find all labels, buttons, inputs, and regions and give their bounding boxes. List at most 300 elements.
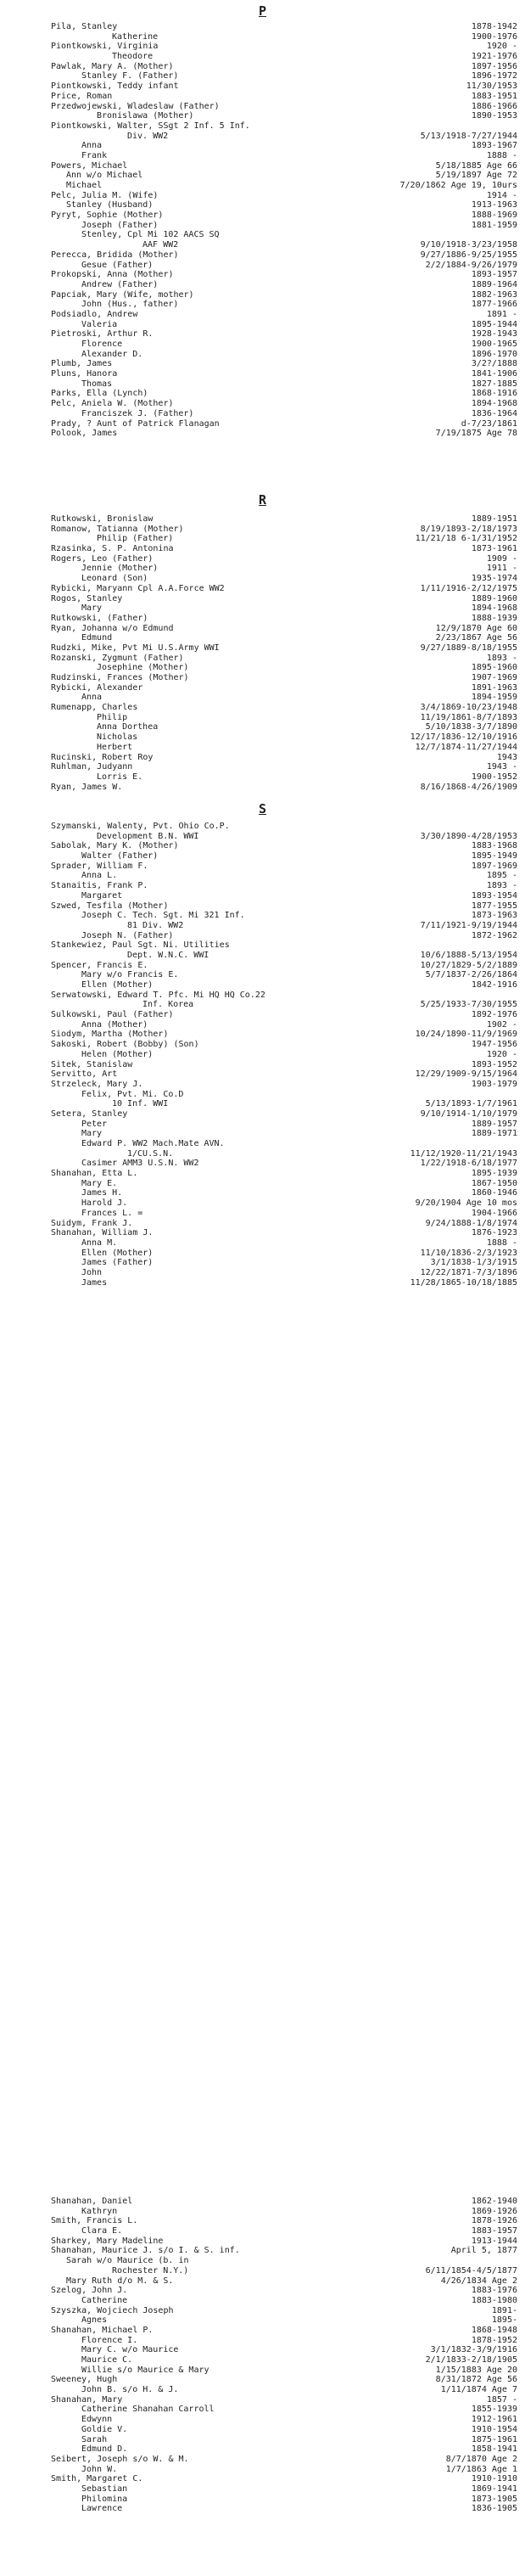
entry-name: Piontkowski, Teddy infant xyxy=(51,81,179,92)
entry-date: 1921-1976 xyxy=(471,52,517,62)
entry-row xyxy=(0,1228,525,1238)
entry-row xyxy=(0,713,525,723)
entry-date: 12/7/1874-11/27/1944 xyxy=(415,742,517,752)
entry-row xyxy=(0,1040,525,1050)
entry-row xyxy=(0,1179,525,1189)
entry-name: Shanahan, Etta L. xyxy=(51,1169,138,1179)
entry-row xyxy=(0,2216,525,2226)
entry-date: 1883-1976 xyxy=(471,2286,517,2296)
entry-date: 5/25/1933-7/30/1955 xyxy=(420,1000,517,1010)
entry-row xyxy=(0,1129,525,1139)
entry-row xyxy=(0,832,525,842)
entry-date: 1896-1970 xyxy=(471,349,517,359)
entry-row xyxy=(0,270,525,280)
entry-date: 2/23/1867 Age 56 xyxy=(435,633,517,643)
entry-row xyxy=(0,389,525,399)
entry-name: Sakoski, Robert (Bobby) (Son) xyxy=(51,1040,199,1050)
entry-date: 1877-1955 xyxy=(471,901,517,911)
entry-row xyxy=(0,221,525,231)
entry-date: 1/7/1863 Age 1 xyxy=(445,2464,517,2474)
entry-date: 4/26/1834 Age 2 xyxy=(440,2276,517,2286)
entry-name: Anna (Mother) xyxy=(81,1019,148,1030)
entry-row xyxy=(0,132,525,142)
section-entries-s-continued xyxy=(0,2197,525,2514)
entry-row xyxy=(0,171,525,181)
entry-name: Pyryt, Sophie (Mother) xyxy=(51,210,164,221)
section-entries-p xyxy=(0,22,525,439)
entry-name: Piontkowski, Walter, SSgt 2 Inf. 5 Inf. xyxy=(51,121,250,131)
entry-name: Anna M. xyxy=(81,1237,118,1248)
entry-name: Bronislawa (Mother) xyxy=(97,111,194,121)
entry-date: 1857 - xyxy=(486,2394,517,2405)
entry-name: John xyxy=(81,1267,103,1277)
entry-name: Szyszka, Wojciech Joseph xyxy=(51,2305,174,2315)
entry-row xyxy=(0,290,525,300)
entry-row xyxy=(0,861,525,872)
entry-name: Sweeney, Hugh xyxy=(51,2375,118,2385)
entry-row xyxy=(0,753,525,763)
entry-row xyxy=(0,2484,525,2495)
entry-row xyxy=(0,1060,525,1070)
entry-name: Walter (Father) xyxy=(81,851,159,861)
entry-name: Rumenapp, Charles xyxy=(51,703,138,713)
entry-row xyxy=(0,102,525,112)
entry-name: Pawlak, Mary A. (Mother) xyxy=(51,61,174,71)
entry-date: 11/12/1920-11/21/1943 xyxy=(410,1148,517,1159)
entry-date: 3/4/1869-10/23/1948 xyxy=(420,703,517,713)
entry-name: Anna L. xyxy=(81,871,118,881)
entry-name: Stanley (Husband) xyxy=(66,200,154,210)
section-heading: R xyxy=(258,492,267,508)
entry-name: Dept. W.N.C. WWI xyxy=(127,950,209,960)
entry-row xyxy=(0,22,525,32)
entry-row xyxy=(0,111,525,121)
entry-row xyxy=(0,379,525,390)
entry-date: 7/20/1862 Age 19, 10urs xyxy=(399,181,517,190)
entry-row xyxy=(0,534,525,544)
entry-name: Ruhlman, Judyann xyxy=(51,762,133,772)
entry-date: 1836-1964 xyxy=(471,408,517,418)
entry-date: 1893-1957 xyxy=(471,270,517,280)
entry-row xyxy=(0,1249,525,1259)
entry-row xyxy=(0,743,525,753)
entry-name: Spencer, Francis E. xyxy=(51,960,148,970)
entry-date: 1883-1951 xyxy=(471,91,517,101)
entry-name: Piontkowski, Virginia xyxy=(51,42,159,52)
entry-row xyxy=(0,52,525,62)
entry-date: 1902 - xyxy=(486,1019,517,1030)
entry-row xyxy=(0,1258,525,1268)
entry-name: Catherine Shanahan Carroll xyxy=(81,2405,215,2415)
entry-row xyxy=(0,574,525,584)
entry-row xyxy=(0,240,525,250)
entry-date: 7/11/1921-9/19/1944 xyxy=(420,920,517,930)
entry-name: Catherine xyxy=(81,2295,128,2305)
entry-date: 1893-1954 xyxy=(471,890,517,901)
entry-name: Agnes xyxy=(81,2315,108,2326)
entry-name: Sprader, William F. xyxy=(51,861,148,871)
entry-name: Rutkowski, (Father) xyxy=(51,613,148,623)
entry-row xyxy=(0,2236,525,2247)
entry-row xyxy=(0,643,525,654)
entry-row xyxy=(0,1090,525,1100)
entry-name: Mary C. w/o Maurice xyxy=(81,2345,179,2355)
entry-name: James (Father) xyxy=(81,1258,154,1268)
entry-name: Anna xyxy=(81,693,103,703)
entry-name: Alexander D. xyxy=(81,349,143,359)
entry-row xyxy=(0,901,525,912)
entry-date: 1827-1885 xyxy=(471,379,517,389)
entry-name: John W. xyxy=(81,2464,118,2474)
entry-date: 1891-1963 xyxy=(471,682,517,693)
entry-date: 1911 - xyxy=(486,564,517,574)
entry-name: Szwed, Tesfila (Mother) xyxy=(51,901,169,911)
entry-name: Powers, Michael xyxy=(51,160,128,171)
entry-name: Pila, Stanley xyxy=(51,22,118,31)
entry-name: John B. s/o H. & J. xyxy=(81,2385,179,2395)
entry-row xyxy=(0,369,525,379)
entry-date: 1836-1905 xyxy=(471,2504,517,2514)
entry-name: Helen (Mother) xyxy=(81,1049,154,1059)
entry-row xyxy=(0,1099,525,1109)
entry-date: 12/9/1870 Age 60 xyxy=(435,623,517,633)
entry-date: 1912-1961 xyxy=(471,2415,517,2425)
entry-date: 11/28/1865-10/18/1885 xyxy=(410,1277,517,1288)
entry-row xyxy=(0,350,525,360)
entry-row xyxy=(0,851,525,861)
entry-row xyxy=(0,980,525,991)
entry-date: 9/27/1886-9/25/1955 xyxy=(420,250,517,260)
entry-date: 3/1/1838-1/3/1915 xyxy=(430,1258,517,1268)
entry-row xyxy=(0,409,525,419)
entry-date: 1878-1952 xyxy=(471,2335,517,2345)
entry-date: 1883-1968 xyxy=(471,841,517,851)
entry-date: 1943 xyxy=(496,752,517,762)
entry-name: Pluns, Hanora xyxy=(51,369,118,379)
entry-date: 7/19/1875 Age 78 xyxy=(435,429,517,439)
entry-date: 9/10/1914-1/10/1979 xyxy=(420,1108,517,1119)
entry-name: Rochester N.Y.) xyxy=(112,2265,189,2276)
entry-date: 1943 - xyxy=(486,762,517,772)
entry-date: 1897-1956 xyxy=(471,61,517,71)
entry-date: 1935-1974 xyxy=(471,574,517,584)
entry-date: 1888 - xyxy=(486,1237,517,1248)
entry-row xyxy=(0,151,525,161)
entry-name: Price, Roman xyxy=(51,91,113,101)
entry-row xyxy=(0,1198,525,1209)
entry-name: Rudzki, Mike, Pvt Mi U.S.Army WWI xyxy=(51,643,220,653)
entry-row xyxy=(0,2326,525,2336)
entry-name: Edmund D. xyxy=(81,2444,128,2455)
entry-name: Stenley, Cpl Mi 102 AACS SQ xyxy=(81,230,220,240)
entry-date: 1889-1957 xyxy=(471,1119,517,1129)
entry-row xyxy=(0,931,525,941)
entry-date: 1862-1940 xyxy=(471,2197,517,2206)
entry-name: Anna xyxy=(81,141,103,151)
entry-date: 1/22/1918-6/18/1977 xyxy=(420,1159,517,1169)
entry-name: Joseph (Father) xyxy=(81,220,159,230)
entry-date: 1900-1965 xyxy=(471,340,517,349)
entry-name: Casimer AMM3 U.S.N. WW2 xyxy=(81,1159,199,1169)
entry-name: Setera, Stanley xyxy=(51,1108,128,1119)
entry-name: Stanaitis, Frank P. xyxy=(51,881,148,891)
entry-date: 1920 - xyxy=(486,42,517,52)
entry-row xyxy=(0,2465,525,2475)
entry-row xyxy=(0,2226,525,2236)
entry-row xyxy=(0,2504,525,2514)
entry-name: Rucinski, Robert Roy xyxy=(51,752,154,762)
entry-date: 10/24/1890-11/9/1969 xyxy=(415,1030,517,1040)
entry-date: 1920 - xyxy=(486,1049,517,1059)
entry-row xyxy=(0,2425,525,2435)
entry-name: Florence I. xyxy=(81,2335,138,2345)
entry-name: Rogos, Stanley xyxy=(51,593,123,603)
entry-date: 1903-1979 xyxy=(471,1079,517,1089)
entry-name: Seibert, Joseph s/o W. & M. xyxy=(51,2454,189,2464)
entry-date: 1873-1905 xyxy=(471,2494,517,2504)
entry-row xyxy=(0,1159,525,1169)
entry-name: Rutkowski, Bronislaw xyxy=(51,514,154,524)
entry-date: 1900-1952 xyxy=(471,772,517,782)
entry-date: 1895-1939 xyxy=(471,1169,517,1179)
entry-date: 1842-1916 xyxy=(471,980,517,990)
entry-row xyxy=(0,614,525,624)
entry-row xyxy=(0,359,525,369)
entry-name: Jennie (Mother) xyxy=(81,564,159,574)
entry-name: Edward P. WW2 Mach.Mate AVN. xyxy=(81,1139,225,1148)
entry-date: 1895- xyxy=(491,2315,517,2326)
entry-date: 5/10/1838-3/7/1890 xyxy=(425,722,517,732)
entry-date: 1877-1966 xyxy=(471,300,517,310)
entry-date: 1907-1969 xyxy=(471,673,517,682)
entry-date: 1890-1953 xyxy=(471,111,517,121)
entry-row xyxy=(0,1278,525,1288)
entry-date: 2/2/1884-9/26/1979 xyxy=(425,260,517,270)
entry-name: Peter xyxy=(81,1119,108,1129)
entry-date: 1888-1939 xyxy=(471,613,517,623)
entry-date: 1/15/1883 Age 20 xyxy=(435,2365,517,2375)
entry-date: 10/27/1829-5/2/1889 xyxy=(420,960,517,970)
entry-row xyxy=(0,2395,525,2405)
entry-row xyxy=(0,1010,525,1020)
entry-row xyxy=(0,2296,525,2306)
entry-name: Pietroski, Arthur R. xyxy=(51,329,154,340)
entry-date: 3/2?/1888 xyxy=(471,359,517,369)
entry-row xyxy=(0,772,525,783)
entry-name: Katherine xyxy=(112,31,159,42)
entry-row xyxy=(0,1020,525,1030)
entry-name: Sulkowski, Paul (Father) xyxy=(51,1010,174,1020)
entry-row xyxy=(0,970,525,980)
entry-name: 1/CU.S.N. xyxy=(127,1148,174,1159)
entry-name: Serwatowski, Edward T. Pfc. Mi HQ HQ Co.22 xyxy=(51,990,265,1000)
entry-name: Edwynn xyxy=(81,2415,113,2425)
entry-date: 1876-1923 xyxy=(471,1228,517,1238)
entry-row xyxy=(0,722,525,732)
entry-date: 1895-1949 xyxy=(471,851,517,861)
entry-row xyxy=(0,603,525,614)
entry-date: 3/1/1832-3/9/1916 xyxy=(430,2345,517,2355)
entry-name: Sabolak, Mary K. (Mother) xyxy=(51,841,179,851)
entry-name: Ellen (Mother) xyxy=(81,1248,154,1258)
entry-name: Shanahan, Mary xyxy=(51,2394,123,2405)
entry-row xyxy=(0,841,525,851)
entry-date: 1894-1968 xyxy=(471,603,517,614)
entry-name: Andrew (Father) xyxy=(81,279,159,289)
entry-row xyxy=(0,2306,525,2316)
entry-date: 1873-1963 xyxy=(471,911,517,921)
entry-date: 1/11/1916-2/12/1975 xyxy=(420,583,517,593)
entry-date: 1909 - xyxy=(486,553,517,564)
entry-row xyxy=(0,2197,525,2207)
entry-name: Valeria xyxy=(81,319,118,329)
entry-date: 9/24/1888-1/8/1974 xyxy=(425,1218,517,1228)
entry-name: Gesue (Father) xyxy=(81,260,154,270)
entry-name: Shanahan, William J. xyxy=(51,1228,154,1238)
entry-row xyxy=(0,871,525,881)
entry-date: 1889-1971 xyxy=(471,1129,517,1139)
entry-row xyxy=(0,783,525,793)
entry-date: 1894-1959 xyxy=(471,693,517,703)
entry-name: Mary Ruth d/o M. & S. xyxy=(66,2276,174,2286)
entry-date: 1841-1906 xyxy=(471,369,517,379)
entry-row xyxy=(0,762,525,772)
entry-name: Sarah w/o Maurice (b. in xyxy=(66,2256,189,2266)
entry-date: 1878-1926 xyxy=(471,2216,517,2226)
entry-row xyxy=(0,141,525,151)
entry-name: Podsiadlo, Andrew xyxy=(51,309,138,319)
entry-name: Harold J. xyxy=(81,1198,128,1209)
entry-date: 1913-1944 xyxy=(471,2236,517,2246)
entry-name: Strzeleck, Mary J. xyxy=(51,1079,143,1089)
entry-name: Papciak, Mary (Wife, mother) xyxy=(51,289,194,300)
entry-name: Parks, Ella (Lynch) xyxy=(51,389,148,399)
entry-row xyxy=(0,514,525,525)
entry-name: Rybicki, Alexander xyxy=(51,682,143,693)
entry-name: Prady, ? Aunt of Patrick Flanagan xyxy=(51,418,220,429)
entry-name: Philip (Father) xyxy=(97,534,174,544)
entry-date: 5/13/1918-7/27/1944 xyxy=(420,131,517,141)
entry-row xyxy=(0,891,525,901)
entry-row xyxy=(0,42,525,52)
entry-name: Anna Dorthea xyxy=(97,722,159,732)
entry-row xyxy=(0,1169,525,1179)
entry-row xyxy=(0,911,525,921)
entry-date: 1914 - xyxy=(486,190,517,200)
entry-date: 8/31/1872 Age 56 xyxy=(435,2375,517,2385)
entry-name: Sitek, Stanislaw xyxy=(51,1059,133,1069)
entry-row xyxy=(0,693,525,703)
entry-name: Josephine (Mother) xyxy=(97,663,189,673)
entry-date: 1893-1967 xyxy=(471,141,517,151)
entry-name: Mary E. xyxy=(81,1178,118,1188)
entry-row xyxy=(0,181,525,191)
entry-date: 8/7/1870 Age 2 xyxy=(445,2454,517,2464)
entry-row xyxy=(0,663,525,673)
entry-date: 1893-1952 xyxy=(471,1059,517,1069)
entry-row xyxy=(0,2366,525,2376)
entry-row xyxy=(0,32,525,42)
entry-date: 1886-1966 xyxy=(471,101,517,111)
entry-date: 1855-1939 xyxy=(471,2405,517,2415)
entry-row xyxy=(0,525,525,535)
entry-name: Mary xyxy=(81,1129,103,1139)
entry-date: 1868-1916 xyxy=(471,389,517,399)
entry-name: Frank xyxy=(81,150,108,160)
entry-row xyxy=(0,2415,525,2425)
entry-name: Franciszek J. (Father) xyxy=(81,408,194,418)
entry-date: 11/30/1953 xyxy=(466,81,517,92)
entry-date: 1910-1954 xyxy=(471,2424,517,2434)
entry-name: Leonard (Son) xyxy=(81,574,148,584)
entry-row xyxy=(0,320,525,330)
entry-date: 5/7/1837-2/26/1864 xyxy=(425,970,517,980)
entry-row xyxy=(0,584,525,594)
entry-row xyxy=(0,2385,525,2395)
entry-date: 1891 - xyxy=(486,309,517,319)
entry-date: 1889-1964 xyxy=(471,279,517,289)
entry-name: Pelc, Aniela W. (Mother) xyxy=(51,399,174,409)
entry-name: Div. WW2 xyxy=(127,131,169,141)
entry-date: 1883-1957 xyxy=(471,2226,517,2236)
entry-date: 11/19/1861-8/7/1893 xyxy=(420,712,517,722)
section-entries-s xyxy=(0,822,525,1288)
entry-date: 1883-1980 xyxy=(471,2295,517,2305)
entry-row xyxy=(0,2375,525,2385)
entry-date: 1913-1963 xyxy=(471,200,517,210)
entry-name: Rogers, Leo (Father) xyxy=(51,553,154,564)
entry-date: 1947-1956 xyxy=(471,1040,517,1050)
entry-row xyxy=(0,2495,525,2505)
entry-row xyxy=(0,62,525,72)
entry-row xyxy=(0,2315,525,2326)
entry-date: 1904-1966 xyxy=(471,1208,517,1218)
entry-date: 1928-1943 xyxy=(471,329,517,340)
entry-date: 1894-1968 xyxy=(471,399,517,409)
entry-row xyxy=(0,2455,525,2465)
entry-name: Siodym, Martha (Mother) xyxy=(51,1030,169,1040)
entry-row xyxy=(0,732,525,743)
entry-name: Stankewiez, Paul Sgt. Ni. Utilities xyxy=(51,940,230,951)
entry-date: 1872-1962 xyxy=(471,930,517,940)
entry-date: 1881-1959 xyxy=(471,220,517,230)
entry-row xyxy=(0,419,525,429)
entry-row xyxy=(0,1050,525,1060)
entry-name: 81 Div. WW2 xyxy=(127,920,184,930)
entry-date: 1893 - xyxy=(486,653,517,663)
entry-name: AAF WW2 xyxy=(142,240,179,250)
entry-row xyxy=(0,1030,525,1040)
entry-name: Rzasinka, S. P. Antonina xyxy=(51,544,174,554)
entry-date: 5/19/1897 Age 72 xyxy=(435,171,517,181)
entry-row xyxy=(0,300,525,310)
entry-name: Sebastian xyxy=(81,2483,128,2494)
entry-name: Romanow, Tatianna (Mother) xyxy=(51,524,184,534)
entry-name: Sarah xyxy=(81,2434,108,2444)
entry-name: Perecca, Bridida (Mother) xyxy=(51,250,179,260)
entry-row xyxy=(0,210,525,221)
entry-date: 1882-1963 xyxy=(471,289,517,300)
entry-name: Michael xyxy=(66,181,103,190)
entry-row xyxy=(0,1120,525,1130)
entry-row xyxy=(0,1238,525,1249)
entry-row xyxy=(0,1149,525,1159)
entry-row xyxy=(0,961,525,971)
entry-name: Suidym, Frank J. xyxy=(51,1218,133,1228)
entry-row xyxy=(0,822,525,832)
entry-date: 1888-1969 xyxy=(471,210,517,221)
section-entries-r xyxy=(0,514,525,792)
